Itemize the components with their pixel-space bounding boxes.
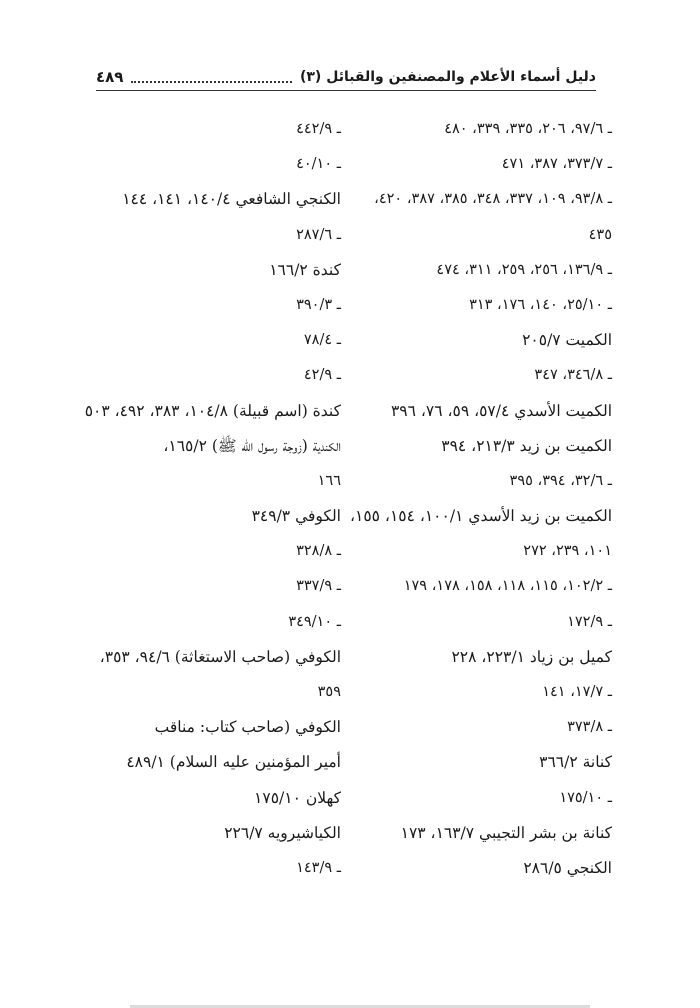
index-entry: ـ ١٠٢/٢، ١١٥، ١١٨، ١٥٨، ١٧٨، ١٧٩	[403, 578, 612, 595]
index-entry: الكميت ٢٠٥/٧	[522, 331, 612, 350]
index-entry: ـ ١٤٣/٩	[296, 859, 341, 876]
index-entry: الكنجي ٢٨٦/٥	[523, 858, 612, 877]
index-entry: ١٦٦	[317, 472, 341, 489]
index-entry: ـ ٤٢/٩	[303, 367, 341, 384]
index-entry: ـ ٤٤٢/٩	[296, 121, 341, 137]
index-column-right	[350, 112, 612, 886]
index-entry: الكوفي ٣٤٩/٣	[251, 507, 341, 526]
index-entry: كميل بن زياد ٢٢٣/١، ٢٢٨	[451, 647, 612, 666]
index-entry: كنانة ٣٦٦/٢	[539, 753, 612, 772]
header-rule	[96, 90, 596, 91]
index-entry: ٤٣٥	[588, 226, 612, 243]
index-entry: الكوفي (صاحب كتاب: مناقب	[154, 718, 341, 737]
index-entry: الكميت بن زيد الأسدي ١٠٠/١، ١٥٤، ١٥٥،	[350, 507, 612, 526]
index-entry: الكميت الأسدي ٥٧/٤، ٥٩، ٧٦، ٣٩٦	[390, 401, 612, 420]
header-title: دليل أسماء الأعلام والمصنفين والقبائل (٣)	[299, 69, 596, 85]
page-number: ٤٨٩	[96, 68, 124, 86]
index-entry: ٣٥٩	[317, 684, 341, 700]
index-entry: ـ ٧٨/٤	[303, 332, 341, 349]
index-entry: ـ ٣٤٩/١٠	[288, 613, 341, 630]
index-column-left	[84, 112, 341, 886]
index-entry: ـ ١٧٥/١٠	[559, 789, 612, 806]
header-dot-leader	[131, 71, 292, 83]
index-entry: كندة (اسم قبيلة) ١٠٤/٨، ٣٨٣، ٤٩٢، ٥٠٣	[84, 401, 341, 420]
index-entry: ـ ٢٥/١٠، ١٤٠، ١٧٦، ٣١٣	[469, 296, 612, 313]
index-entry: ـ ٤٠/١٠	[296, 156, 341, 173]
index-entry: ـ ٣٤٦/٨، ٣٤٧	[534, 367, 612, 384]
index-entry: ـ ٣٣٧/٩	[296, 578, 341, 595]
index-entry: ـ ٩٣/٨، ١٠٩، ٣٣٧، ٣٤٨، ٣٨٥، ٣٨٧، ٤٢٠،	[374, 191, 612, 208]
index-entry: الكندية (زوجة رسول الله ﷺ) ١٦٥/٢،	[163, 436, 341, 455]
index-entry: ـ ٣٢٨/٨	[296, 543, 341, 560]
index-entry: كهلان ١٧٥/١٠	[254, 788, 341, 807]
index-entry: ـ ٣٧٣/٨	[567, 719, 612, 736]
index-entry: الكنجي الشافعي ١٤٠/٤، ١٤١، ١٤٤	[122, 190, 341, 209]
index-entry: كندة ١٦٦/٢	[269, 260, 341, 279]
index-entry: ـ ١٧/٧، ١٤١	[542, 684, 612, 700]
index-entry: ١٠١، ٢٣٩، ٢٧٢	[523, 543, 612, 560]
index-entry: أمير المؤمنين عليه السلام) ٤٨٩/١	[126, 753, 341, 772]
index-entry: ـ ٣٢/٦، ٣٩٤، ٣٩٥	[509, 472, 612, 489]
index-entry: ـ ٣٧٣/٧، ٣٨٧، ٤٧١	[501, 156, 612, 173]
running-header	[96, 64, 596, 90]
index-entry: ـ ١٣٦/٩، ٢٥٦، ٢٥٩، ٣١١، ٤٧٤	[436, 261, 612, 278]
index-entry: كنانة بن بشر التجيبي ١٦٣/٧، ١٧٣	[400, 823, 612, 842]
index-entry: ـ ٢٨٧/٦	[296, 226, 341, 243]
index-entry: الكميت بن زيد ٢١٣/٣، ٣٩٤	[441, 436, 612, 455]
index-entry: ـ ٣٩٠/٣	[296, 296, 341, 313]
index-entry: الكوفي (صاحب الاستغاثة) ٩٤/٦، ٣٥٣،	[99, 647, 341, 666]
index-entry: الكياشيرويه ٢٢٦/٧	[224, 823, 341, 842]
index-entry: ـ ١٧٢/٩	[567, 613, 612, 630]
index-entry: ـ ٩٧/٦، ٢٠٦، ٣٣٥، ٣٣٩، ٤٨٠	[444, 121, 612, 137]
